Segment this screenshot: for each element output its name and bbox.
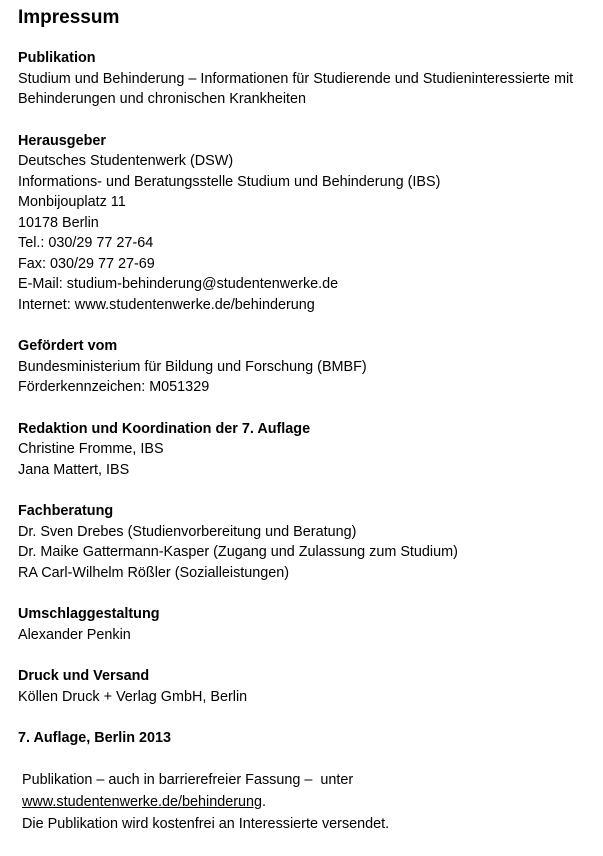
notice-line: Die Publikation wird kostenfrei an Interessierte versendet. [22, 815, 390, 832]
phone-line: Tel.: 030/29 77 27-64 [18, 235, 154, 251]
section-line: RA Carl-Wilhelm Rößler (Sozialleistungen) [18, 564, 290, 581]
edition-line: 7. Auflage, Berlin 2013 [18, 730, 172, 746]
section-line: Informations- und Beratungsstelle Studium und Behinderung (IBS) [18, 173, 441, 190]
section-gefoerdert [18, 336, 598, 398]
section-line: Dr. Sven Drebes (Studienvorbereitung und Beratung) [18, 523, 357, 540]
page-title: Impressum [18, 7, 120, 28]
section-heading: Publikation [18, 50, 96, 66]
section-line: Behinderungen und chronischen Krankheiten [18, 91, 307, 107]
link-suffix: . [262, 793, 267, 810]
section-druck [18, 666, 598, 707]
section-line: Deutsches Studentenwerk (DSW) [18, 153, 234, 169]
section-line: 10178 Berlin [18, 214, 99, 231]
publication-notice [18, 769, 598, 835]
fax-line: Fax: 030/29 77 27-69 [18, 255, 155, 272]
section-herausgeber [18, 131, 598, 316]
section-redaktion [18, 419, 598, 481]
impressum-page [18, 6, 598, 835]
section-umschlaggestaltung [18, 604, 598, 645]
email-line: E-Mail: studium-behinderung@studentenwerke.de [18, 276, 339, 292]
website-link[interactable]: www.studentenwerke.de/behinderung [22, 793, 263, 810]
notice-link-line [22, 791, 598, 813]
section-line: Jana Mattert, IBS [18, 461, 130, 478]
section-line: Studium und Behinderung – Informationen für Studierende und Studieninteressierte mit [18, 70, 574, 87]
section-line: Dr. Maike Gattermann-Kasper (Zugang und Zulassung zum Studium) [18, 544, 458, 560]
section-heading: Gefördert vom [18, 338, 118, 354]
notice-line: Publikation – auch in barrierefreier Fassung – unter [22, 771, 354, 788]
section-publikation [18, 48, 598, 110]
internet-line: Internet: www.studentenwerke.de/behinderung [18, 296, 315, 313]
section-line: Monbijouplatz 11 [18, 194, 126, 210]
section-line: Christine Fromme, IBS [18, 441, 164, 457]
section-fachberatung [18, 501, 598, 583]
section-heading: Druck und Versand [18, 668, 150, 684]
section-line: Förderkennzeichen: M051329 [18, 379, 210, 395]
section-heading: Redaktion und Koordination der 7. Auflage [18, 420, 311, 437]
section-line: Alexander Penkin [18, 626, 131, 643]
section-heading: Herausgeber [18, 132, 106, 149]
section-heading: Fachberatung [18, 503, 114, 519]
section-line: Bundesministerium für Bildung und Forschung (BMBF) [18, 358, 367, 375]
section-line: Köllen Druck + Verlag GmbH, Berlin [18, 688, 248, 705]
section-heading: Umschlaggestaltung [18, 606, 160, 622]
